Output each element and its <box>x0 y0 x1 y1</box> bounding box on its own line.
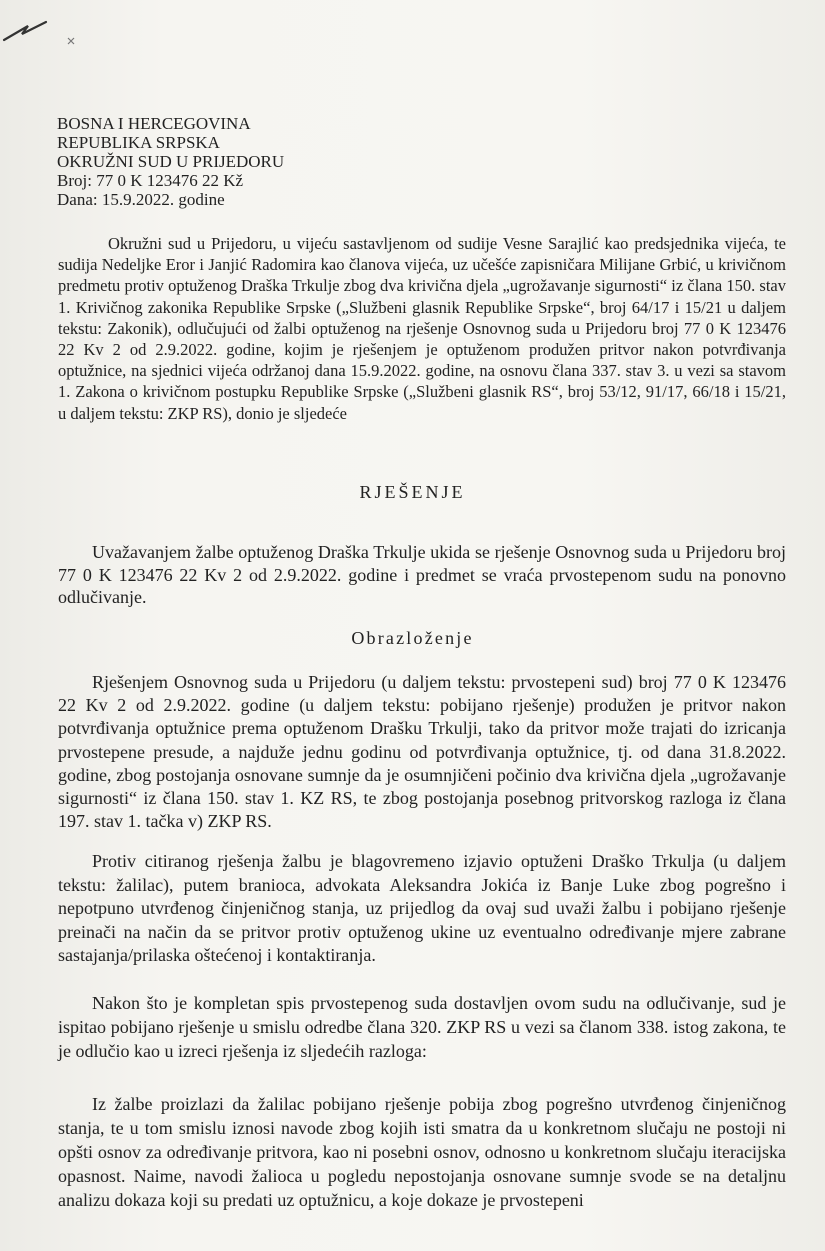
header-case-number: Broj: 77 0 K 123476 22 Kž <box>57 171 244 190</box>
court-header <box>57 114 284 209</box>
reasoning-title: Obrazloženje <box>351 628 474 648</box>
appeal-paragraph <box>58 850 786 968</box>
analysis-text: Iz žalbe proizlazi da žalilac pobijano rješenje pobija zbog pogrešno utvrđenog činjeničnog stanja, te u tom smislu iznosi navode zbog kojih isti smatra da u konkretnom slučaju ne postoji ni opšti osnov za određivanje pritvora, kao ni posebni osnov, odnosno u konkretnom slučaju iteracijska opasnost. Naime, navodi žalioca u pogledu nepostojanja osnovane sumnje svode se na detaljnu analizu dokaza koji su predati uz optužnicu, a koje dokaze je prvostepeni <box>58 1094 786 1210</box>
review-paragraph <box>58 991 786 1063</box>
appeal-text: Protiv citiranog rješenja žalbu je blagovremeno izjavio optuženi Draško Trkulja (u daljem tekstu: žalilac), putem branioca, advokata Aleksandra Jokića iz Banje Luke zbog pogrešno i nepotpuno utvrđenog činjeničnog stanja, uz prijedlog da ovaj sud uvaži žalbu i pobijano rješenje preinači na način da se pritvor protiv optuženog ukine uz eventualno određivanje mjere zabrane sastajanja/prilaska oštećenoj i kontaktiranja. <box>58 851 786 965</box>
reasoning-text: Rješenjem Osnovnog suda u Prijedoru (u daljem tekstu: prvostepeni sud) broj 77 0 K 123476 22 Kv 2 od 2.9.2022. godine (u daljem tekstu: pobijano rješenje) produžen je pritvor nakon potvrđivanja optužnice prema optuženom Drašku Trkulji, tako da pritvor može trajati do izricanja prvostepene presude, a najduže jednu godinu od potvrđivanja optužnice, tj. od dana 31.8.2022. godine, zbog postojanja osnovane sumnje da je osumnjičeni počinio dva krivična djela „ugrožavanje sigurnosti“ iz člana 150. stav 1. KZ RS, te zbog postojanja posebnog pritvorskog razloga iz člana 197. stav 1. tačka v) ZKP RS. <box>58 672 786 832</box>
header-date: Dana: 15.9.2022. godine <box>57 190 225 209</box>
analysis-paragraph <box>58 1092 786 1212</box>
review-text: Nakon što je kompletan spis prvostepenog suda dostavljen ovom sudu na odlučivanje, sud je ispitao pobijano rješenje u smislu odredbe člana 320. ZKP RS u vezi sa članom 338. istog zakona, te je odlučio kao u izreci rješenja iz sljedećih razloga: <box>58 993 786 1061</box>
decision-title: RJEŠENJE <box>359 482 466 502</box>
intro-text: Okružni sud u Prijedoru, u vijeću sastavljenom od sudije Vesne Sarajlić kao predsjednika vijeća, te sudija Nedeljke Eror i Janjić Radomira kao članova vijeća, uz učešće zapisničara Milijane Grbić, u krivičnom predmetu protiv optuženog Draška Trkulje zbog dva krivična djela „ugrožavanje sigurnosti“ iz člana 150. stav 1. Krivičnog zakonika Republike Srpske („Službeni glasnik Republike Srpske“, broj 64/17 i 15/21 u daljem tekstu: Zakonik), odlučujući od žalbi optuženog na rješenje Osnovnog suda u Prijedoru broj 77 0 K 123476 22 Kv 2 od 2.9.2022. godine, kojim je rješenjem je optuženom produžen pritvor nakon potvrđivanja optužnice, na sjednici vijeća održanoj dana 15.9.2022. godine, na osnovu člana 337. stav 3. u vezi sa stavom 1. Zakona o krivičnom postupku Republike Srpske („Službeni glasnik RS“, broj 53/12, 91/17, 66/18 i 15/21, u daljem tekstu: ZKP RS), donio je sljedeće <box>58 234 786 423</box>
header-entity: REPUBLIKA SRPSKA <box>57 133 220 152</box>
pen-stroke-mark <box>0 0 90 60</box>
reasoning-paragraph <box>58 671 786 833</box>
header-country: BOSNA I HERCEGOVINA <box>57 114 251 133</box>
decision-text: Uvažavanjem žalbe optuženog Draška Trkulje ukida se rješenje Osnovnog suda u Prijedoru broj 77 0 K 123476 22 Kv 2 od 2.9.2022. godine i predmet se vraća prvostepenom sudu na ponovno odlučivanje. <box>58 542 786 607</box>
decision-paragraph <box>58 541 786 609</box>
intro-paragraph <box>58 233 786 424</box>
header-court: OKRUŽNI SUD U PRIJEDORU <box>57 152 285 171</box>
